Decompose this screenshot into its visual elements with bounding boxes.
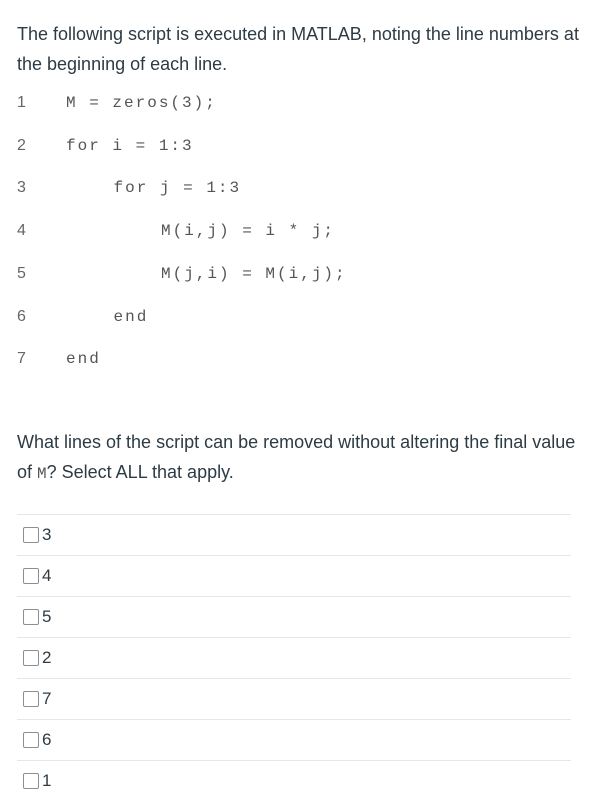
code-line: end (66, 350, 101, 369)
code-line: M(j,i) = M(i,j); (161, 264, 347, 283)
option-line-5[interactable] (17, 596, 571, 637)
checkbox[interactable] (23, 527, 39, 543)
option-line-7[interactable] (17, 678, 571, 719)
line-number: 5 (17, 264, 26, 282)
option-line-1[interactable] (17, 760, 571, 801)
question-part: ? Select ALL that apply. (46, 462, 234, 482)
code-line: M(i,j) = i * j; (161, 222, 336, 241)
checkbox[interactable] (23, 568, 39, 584)
code-line: for i = 1:3 (66, 136, 194, 155)
option-line-6[interactable] (17, 719, 571, 760)
intro-text: The following script is executed in MATLAB, noting the line numbers at the beginning of each line. (17, 24, 579, 74)
code-line: M = zeros(3); (66, 94, 217, 112)
option-line-3[interactable] (17, 514, 571, 555)
checkbox[interactable] (23, 650, 39, 666)
checkbox[interactable] (23, 691, 39, 707)
option-line-4[interactable] (17, 555, 571, 596)
code-line: end (113, 307, 149, 326)
option-label: 6 (42, 730, 52, 749)
line-number: 1 (17, 94, 26, 111)
checkbox[interactable] (23, 773, 39, 789)
question-part: What lines of the script can be removed without altering the final value of (17, 432, 576, 482)
code-line: for j = 1:3 (113, 179, 242, 198)
line-number: 7 (17, 350, 26, 368)
question-text (17, 427, 587, 489)
answer-options (17, 514, 571, 801)
line-number: 2 (17, 136, 26, 154)
option-label: 4 (42, 566, 52, 585)
option-label: 2 (42, 648, 52, 667)
line-number: 3 (17, 179, 26, 197)
option-label: 1 (42, 771, 52, 790)
line-number: 4 (17, 222, 26, 240)
checkbox[interactable] (23, 609, 39, 625)
option-line-2[interactable] (17, 637, 571, 678)
line-number: 6 (17, 307, 26, 325)
option-label: 7 (42, 689, 52, 708)
checkbox[interactable] (23, 732, 39, 748)
option-label: 5 (42, 607, 52, 626)
option-label: 3 (42, 525, 52, 544)
question-code: M (37, 465, 47, 483)
